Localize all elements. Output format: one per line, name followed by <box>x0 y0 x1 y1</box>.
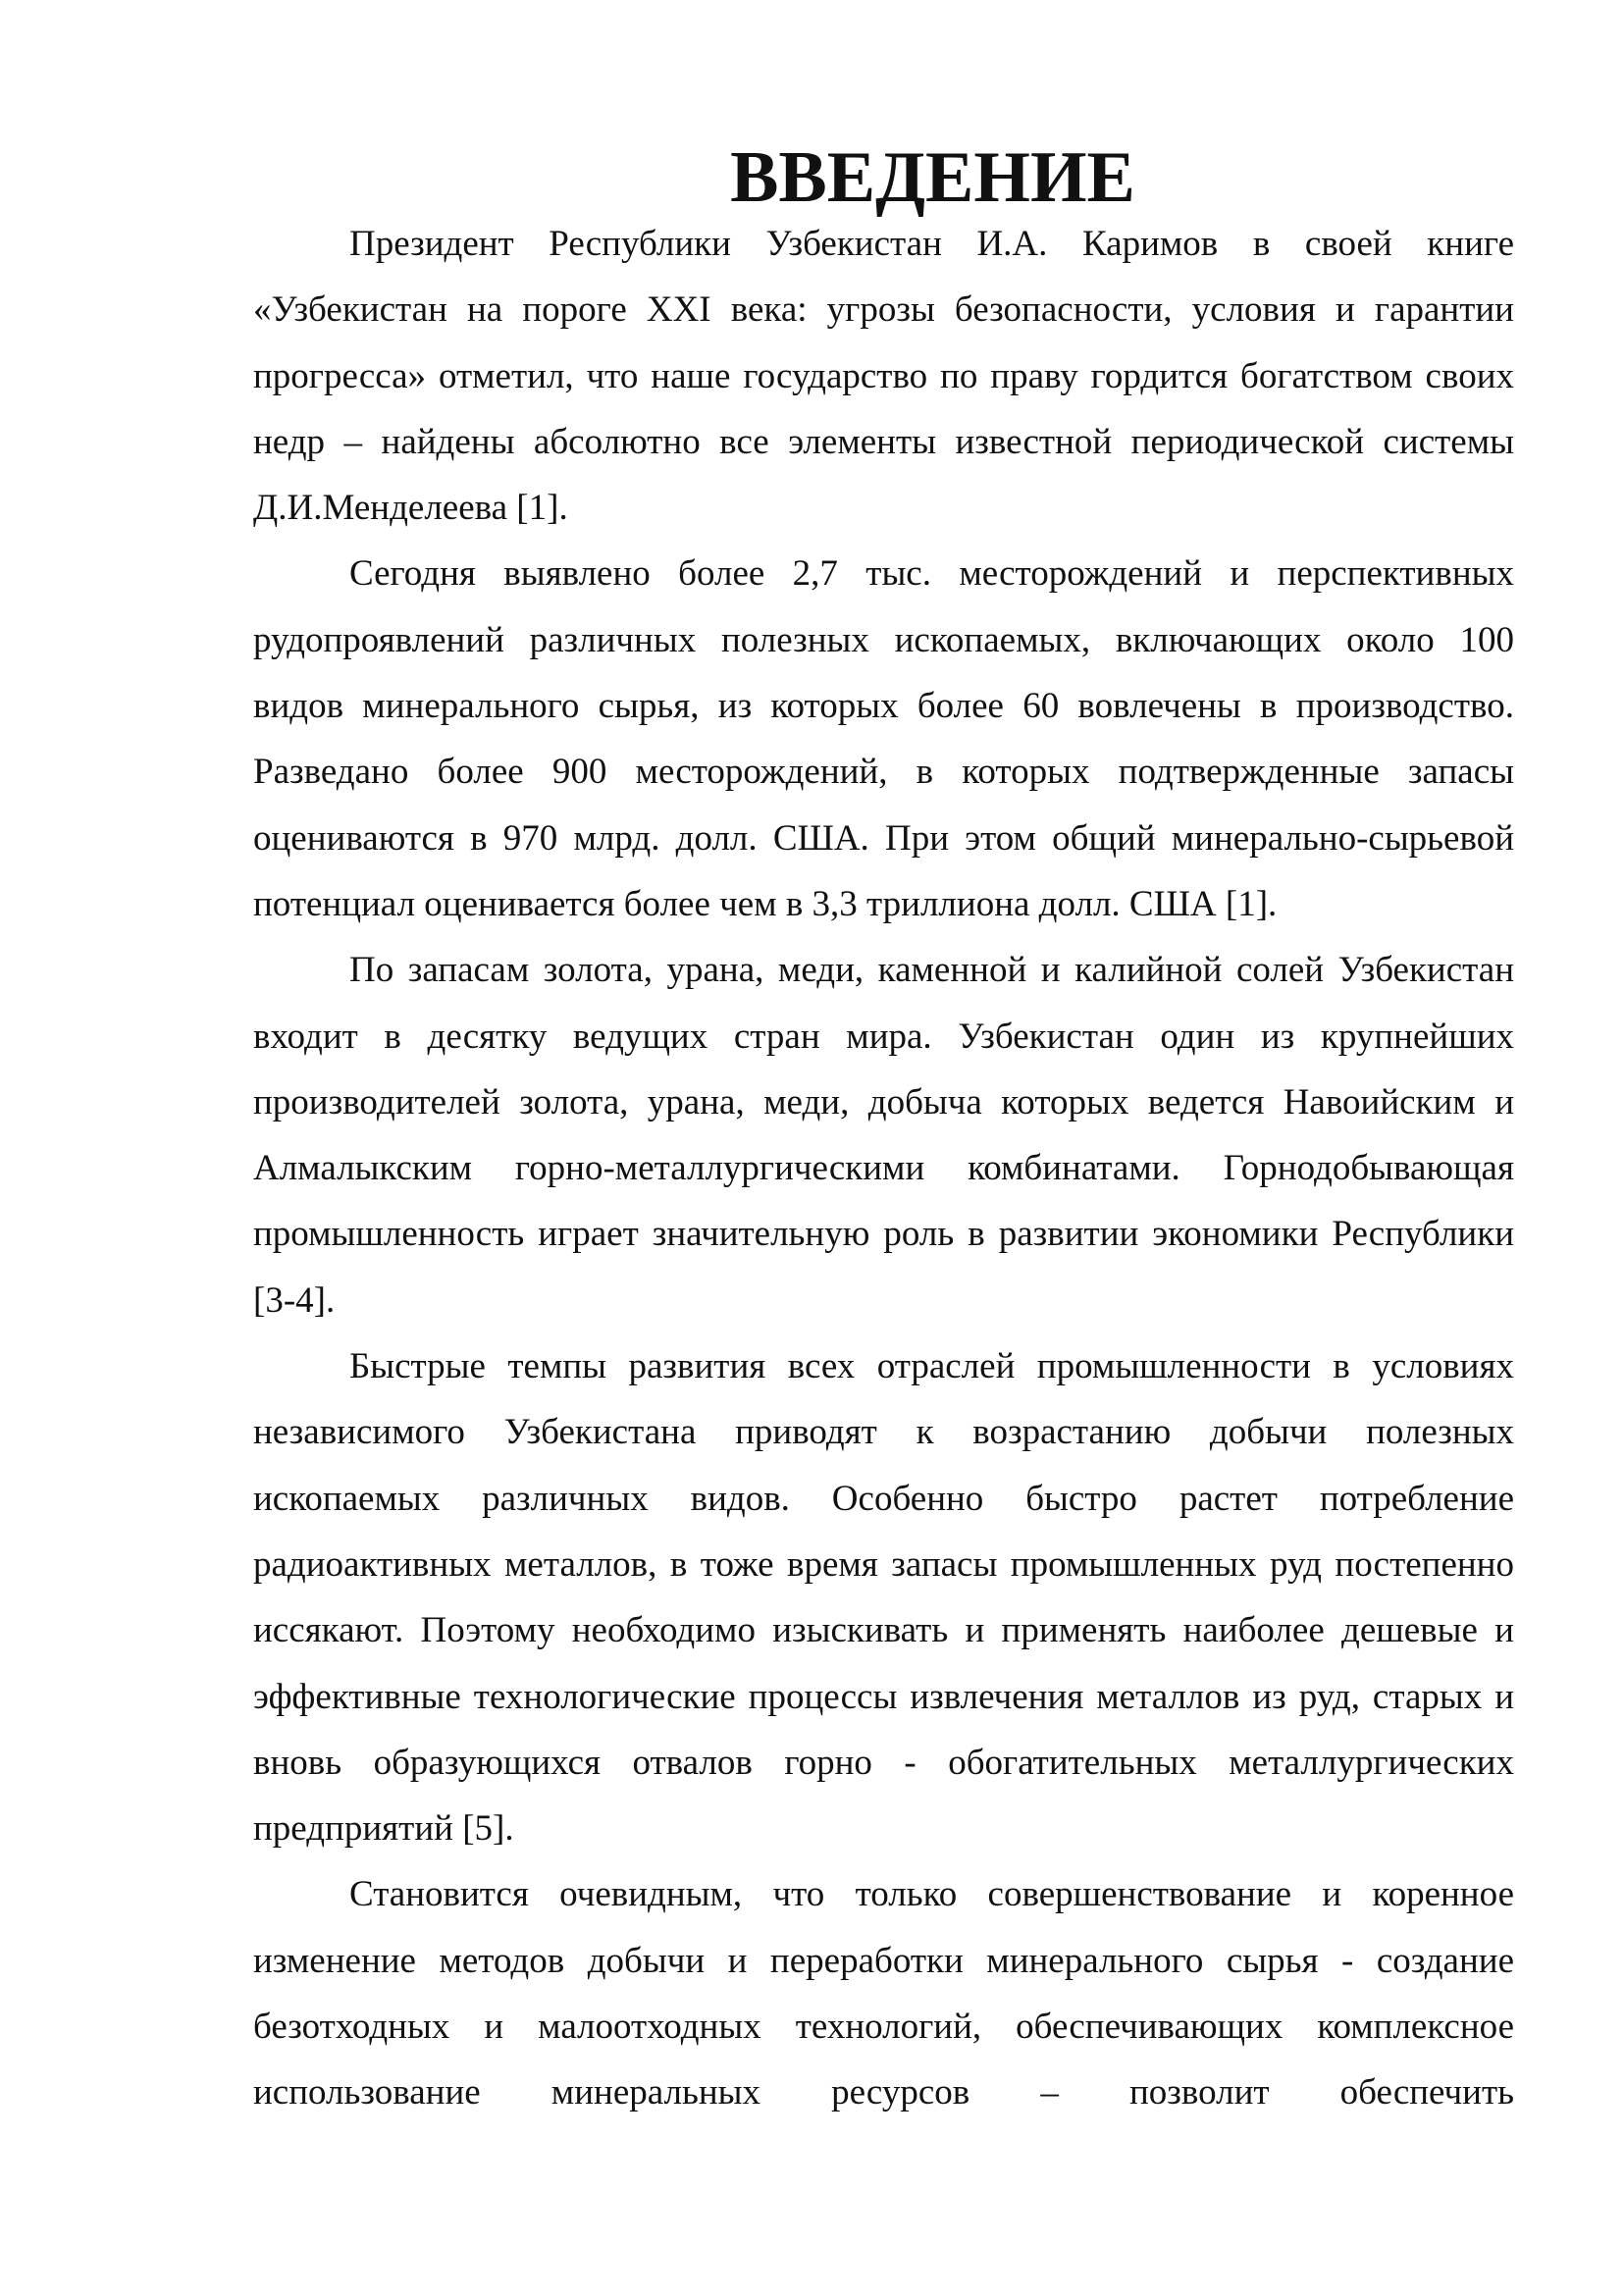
paragraph-reserves: По запасам золота, урана, меди, каменной и калийной солей Узбекистан входит в десятку ведущих стран мира. Узбекистан один из крупнейших производителей золота, урана, меди, добыча которых ведется Навоийским и Алмалыкским горно-металлургическими комбинатами. Горнодобывающая промышленность играет значительную роль в развитии экономики Республики [3-4]. <box>253 950 1514 1321</box>
document-page <box>253 137 1514 2126</box>
paragraph-deposits: Сегодня выявлено более 2,7 тыс. месторождений и перспективных рудопроявлений различных полезных ископаемых, включающих около 100 видов минерального сырья, из которых более 60 вовлечены в производство. Разведано более 900 месторождений, в которых подтвержденные запасы оцениваются в 970 млрд. долл. США. При этом общий минерально-сырьевой потенциал оценивается более чем в 3,3 триллиона долл. США [1]. <box>253 553 1514 924</box>
paragraph-development: Быстрые темпы развития всех отраслей промышленности в условиях независимого Узбекистана приводят к возрастанию добычи полезных ископаемых различных видов. Особенно быстро растет потребление радиоактивных металлов, в тоже время запасы промышленных руд постепенно иссякают. Поэтому необходимо изыскивать и применять наиболее дешевые и эффективные технологические процессы извлечения металлов из руд, старых и вновь образующихся отвалов горно - обогатительных металлургических предприятий [5]. <box>253 1346 1514 1850</box>
section-title: ВВЕДЕНИЕ <box>730 137 1135 218</box>
paragraph-president: Президент Республики Узбекистан И.А. Каримов в своей книге «Узбекистан на пороге XXI века: угрозы безопасности, условия и гарантии прогресса» отметил, что наше государство по праву гордится богатством своих недр – найдены абсолютно все элементы известной периодической системы Д.И.Менделеева [1]. <box>253 224 1514 529</box>
paragraph-technologies: Становится очевидным, что только совершенствование и коренное изменение методов добычи и переработки минерального сырья - создание безотходных и малоотходных технологий, обеспечивающих комплексное использование минеральных ресурсов – позволит обеспечить <box>253 1874 1514 2113</box>
